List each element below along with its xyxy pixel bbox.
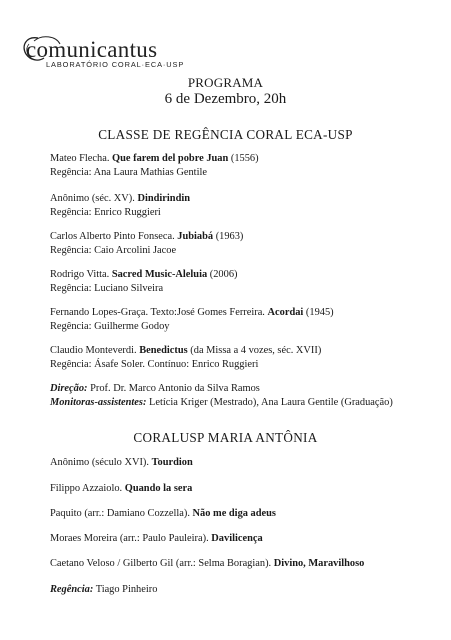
comunicantus-logo	[26, 38, 186, 78]
monitors-value: Letícia Kriger (Mestrado), Ana Laura Gentile (Graduação)	[146, 397, 393, 408]
work-title: Benedictus	[139, 345, 188, 356]
logo-subtitle: LABORATÓRIO CORAL·ECA·USP	[46, 60, 185, 69]
composer: Mateo Flecha.	[50, 153, 113, 164]
work-title: Tourdion	[151, 457, 193, 468]
conductor: Regência: Luciano Silveira	[50, 283, 164, 294]
work-title: Acordai	[267, 307, 304, 318]
work-title: Divino, Maravilhoso	[273, 558, 365, 569]
composer: Paquito (arr.: Damiano Cozzella).	[50, 508, 193, 519]
composer: Moraes Moreira (arr.: Paulo Pauleira).	[50, 533, 212, 544]
conductor-label: Regência:	[50, 584, 94, 595]
composer: Anônimo (século XVI).	[50, 457, 152, 468]
work-year: (2006)	[207, 269, 238, 280]
conductor: Regência: Guilherme Godoy	[50, 321, 170, 332]
program-item	[50, 192, 430, 220]
credits	[50, 583, 430, 597]
work-title: Davilicença	[211, 533, 263, 544]
work-year: (1945)	[303, 307, 334, 318]
monitors-label: Monitoras-assistentes:	[50, 397, 147, 408]
work-title: Jubiabá	[177, 231, 214, 242]
program-item	[50, 306, 430, 334]
program-item	[50, 152, 430, 180]
composer: Carlos Alberto Pinto Fonseca.	[50, 231, 178, 242]
composer: Rodrigo Vitta.	[50, 269, 112, 280]
program-date: 6 de Dezembro, 20h	[164, 91, 287, 107]
work-year: (1963)	[213, 231, 244, 242]
composer: Fernando Lopes-Graça. Texto:José Gomes Ferreira.	[50, 307, 268, 318]
composer: Caetano Veloso / Gilberto Gil (arr.: Selma Boragian).	[50, 558, 274, 569]
work-title: Quando la sera	[124, 483, 193, 494]
program-item	[50, 532, 430, 546]
program-item	[50, 268, 430, 296]
work-title: Que farem del pobre Juan	[112, 153, 229, 164]
section-title-regencia: CLASSE DE REGÊNCIA CORAL ECA-USP	[98, 127, 353, 142]
work-title: Sacred Music-Aleluia	[111, 269, 208, 280]
conductor: Regência: Caio Arcolini Jacoe	[50, 245, 177, 256]
program-item	[50, 344, 430, 372]
work-year: (1556)	[228, 153, 259, 164]
conductor-value: Tiago Pinheiro	[93, 584, 158, 595]
composer: Anônimo (séc. XV).	[50, 193, 138, 204]
composer: Claudio Monteverdi.	[50, 345, 140, 356]
work-title: Não me diga adeus	[192, 508, 276, 519]
direction-value: Prof. Dr. Marco Antonio da Silva Ramos	[87, 383, 260, 394]
section-title-coralusp: CORALUSP MARIA ANTÔNIA	[133, 430, 318, 445]
composer: Filippo Azzaiolo.	[50, 483, 125, 494]
conductor: Regência: Ásafe Soler. Contínuo: Enrico Ruggieri	[50, 359, 259, 370]
program-title: PROGRAMA	[187, 75, 264, 90]
conductor: Regência: Enrico Ruggieri	[50, 207, 161, 218]
logo-wordmark: comunicantus	[26, 37, 158, 62]
program-item	[50, 507, 430, 521]
conductor: Regência: Ana Laura Mathias Gentile	[50, 167, 207, 178]
program-item	[50, 230, 430, 258]
program-item	[50, 557, 430, 571]
program-item	[50, 482, 430, 496]
direction-label: Direção:	[50, 383, 88, 394]
work-year: (da Missa a 4 vozes, séc. XVII)	[187, 345, 322, 356]
work-title: Dindirindin	[137, 193, 191, 204]
credits	[50, 382, 430, 410]
program-item	[50, 456, 430, 470]
